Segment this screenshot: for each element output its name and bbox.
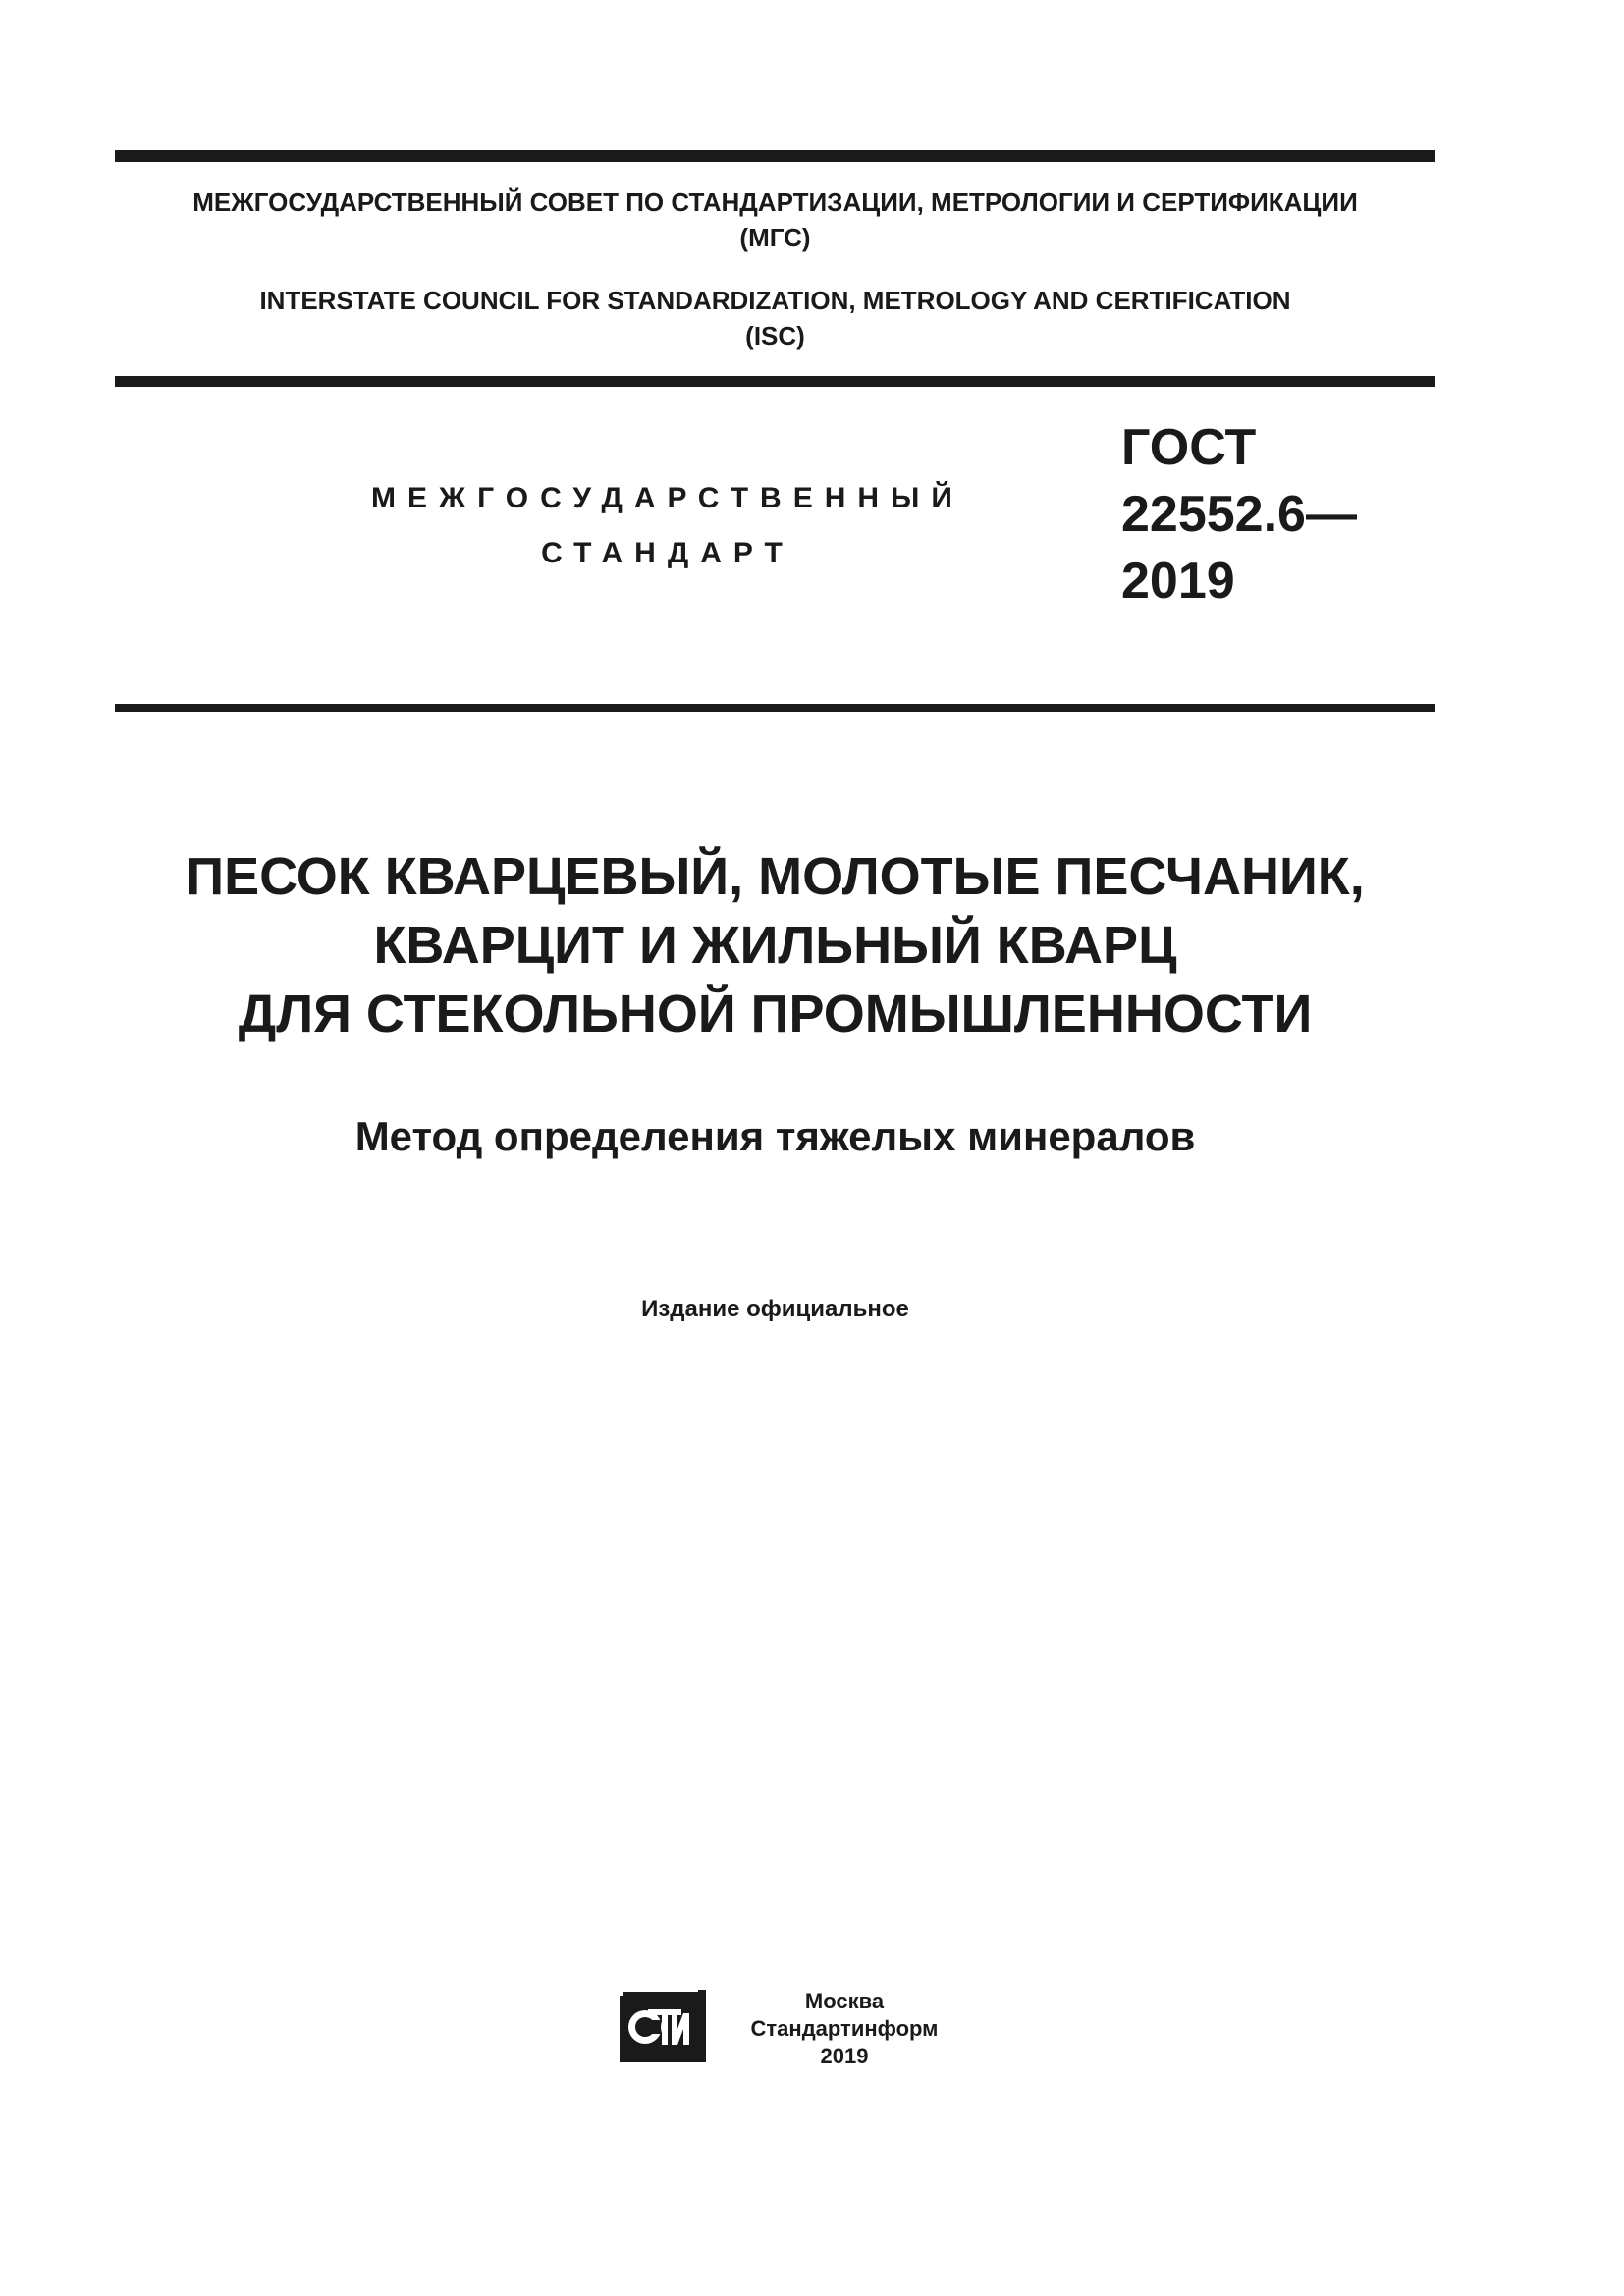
- council-ru-abbr: (МГС): [739, 223, 811, 252]
- bottom-rule: [115, 704, 1435, 712]
- publisher-name: Стандартинформ: [750, 2016, 939, 2041]
- gost-number: 22552.6—: [1121, 486, 1357, 543]
- document-title: [115, 842, 1435, 1048]
- standard-label-line1: МЕЖГОСУДАРСТВЕННЫЙ: [371, 482, 964, 514]
- council-ru-name: МЕЖГОСУДАРСТВЕННЫЙ СОВЕТ ПО СТАНДАРТИЗАЦИИ, МЕТРОЛОГИИ И СЕРТИФИКАЦИИ: [192, 187, 1358, 217]
- publisher-year: 2019: [820, 2044, 869, 2068]
- title-line1: ПЕСОК КВАРЦЕВЫЙ, МОЛОТЫЕ ПЕСЧАНИК,: [186, 847, 1365, 906]
- standard-type-label: [314, 471, 1021, 581]
- standard-label-line2: СТАНДАРТ: [541, 537, 794, 569]
- document-subtitle: Метод определения тяжелых минералов: [354, 1113, 1196, 1159]
- gost-year: 2019: [1121, 553, 1235, 610]
- gost-prefix: ГОСТ: [1121, 419, 1257, 476]
- sti-publisher-logo-icon: [616, 1986, 710, 2066]
- publisher-block: [722, 1988, 967, 2070]
- title-line3: ДЛЯ СТЕКОЛЬНОЙ ПРОМЫШЛЕННОСТИ: [238, 985, 1313, 1043]
- middle-rule: [115, 376, 1435, 387]
- council-en-abbr: (ISC): [745, 321, 805, 350]
- council-en-block: [115, 283, 1435, 353]
- edition-note: Издание официальное: [641, 1296, 909, 1322]
- council-ru-block: [115, 185, 1435, 255]
- council-en-name: INTERSTATE COUNCIL FOR STANDARDIZATION, METROLOGY AND CERTIFICATION: [259, 286, 1291, 315]
- title-line2: КВАРЦИТ И ЖИЛЬНЫЙ КВАРЦ: [373, 916, 1177, 975]
- gost-designation: [1121, 414, 1357, 614]
- top-rule: [115, 150, 1435, 162]
- publisher-city: Москва: [804, 1989, 885, 2013]
